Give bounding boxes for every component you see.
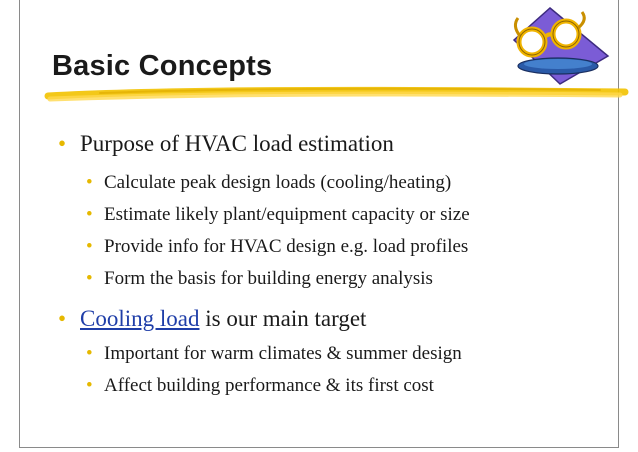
- bullet-dot: •: [58, 131, 67, 156]
- bullet-dot: •: [86, 236, 93, 257]
- bullet-dot: •: [86, 375, 93, 396]
- bullet-dot: •: [86, 204, 93, 225]
- bullet-purpose: Purpose of HVAC load estimation: [80, 131, 394, 156]
- bullet-cooling-load-text: is our main target: [199, 306, 367, 331]
- bullet-dot: •: [86, 343, 93, 364]
- bullet-dot: •: [86, 172, 93, 193]
- sub-bullet: Calculate peak design loads (cooling/heating): [104, 172, 452, 193]
- bullet-dot: •: [86, 268, 93, 289]
- slide-title: Basic Concepts: [52, 50, 273, 82]
- bullet-dot: •: [58, 306, 67, 331]
- bullet-cooling-load: [80, 306, 366, 332]
- sub-bullet: Form the basis for building energy analysis: [104, 268, 433, 289]
- sub-bullet: Estimate likely plant/equipment capacity or size: [104, 204, 470, 225]
- sub-bullet: Provide info for HVAC design e.g. load profiles: [104, 236, 469, 257]
- sub-bullet: Important for warm climates & summer design: [104, 343, 462, 364]
- cooling-load-link[interactable]: Cooling load: [80, 306, 200, 331]
- sub-bullet: Affect building performance & its first cost: [104, 375, 434, 396]
